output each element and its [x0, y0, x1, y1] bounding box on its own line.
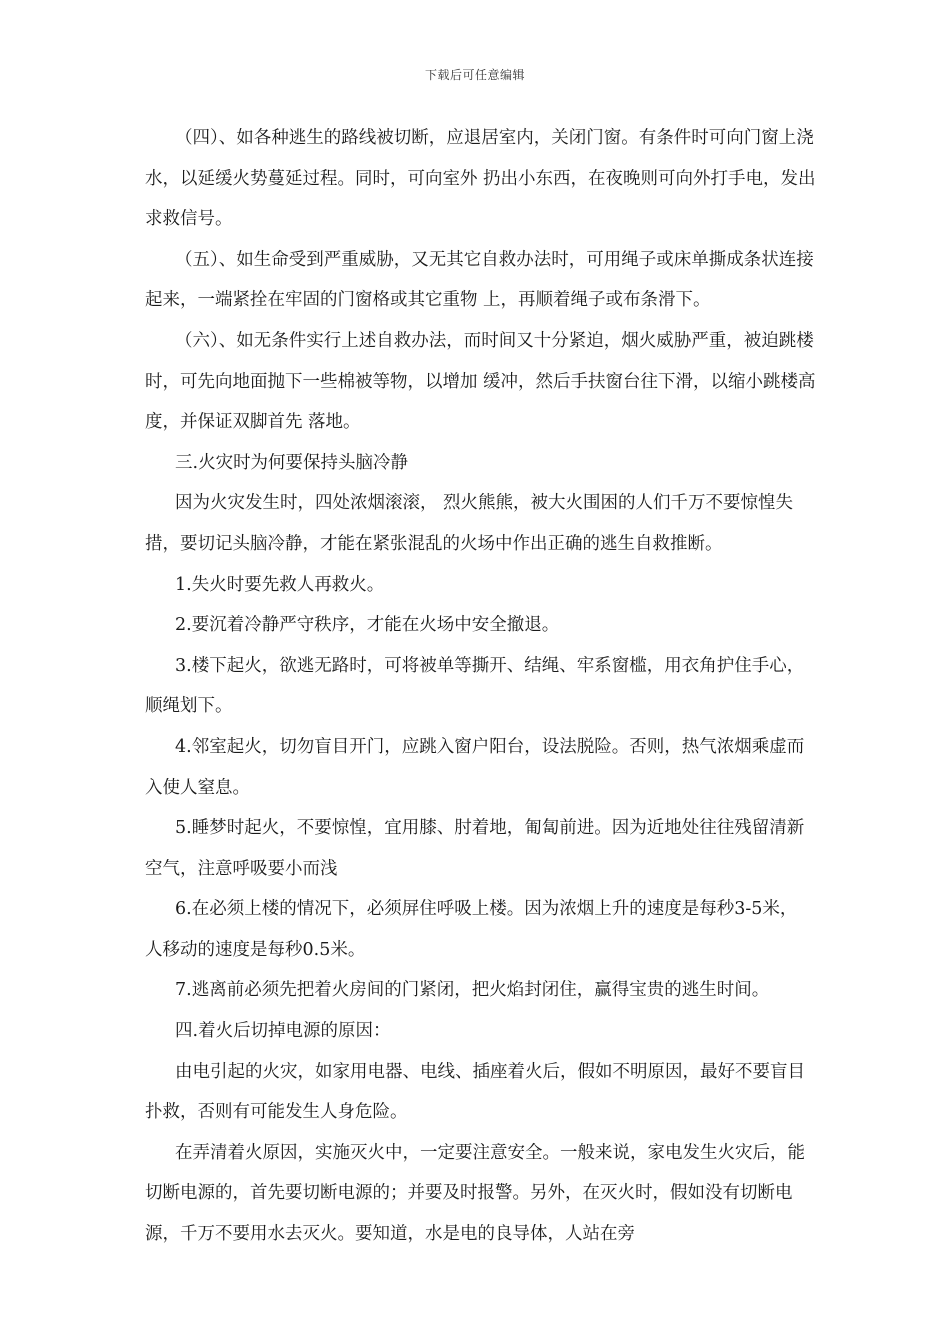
- paragraph-escape-route-cut: （四）、如各种逃生的路线被切断，应退居室内，关闭门窗。有条件时可向门窗上浇水，以延缓火势蔓延过程。同时，可向室外 扔出小东西，在夜晚则可向外打手电，发出求救信号。: [145, 128, 816, 230]
- paragraph-electrical-fire: 由电引起的火灾，如家用电器、电线、插座着火后，假如不明原因，最好不要盲目扑救，否则有可能发生人身危险。: [145, 1061, 805, 1123]
- paragraph-stay-calm: 因为火灾发生时，四处浓烟滚滚， 烈火熊熊，被大火围困的人们千万不要惊惶失措，要切记头脑冷静，才能在紧张混乱的火场中作出正确的逃生自救推断。: [145, 493, 794, 554]
- list-item-4: 4.邻室起火，切勿盲目开门，应跳入窗户阳台，设法脱险。否则，热气浓烟乘虚而入使人窒息。: [145, 736, 805, 798]
- list-item-1: 1.失火时要先救人再救火。: [175, 574, 385, 595]
- list-item-3: 3.楼下起火，欲逃无路时，可将被单等撕开、结绳、牢系窗槛，用衣角护住手心，顺绳划下。: [145, 655, 805, 717]
- list-item-7: 7.逃离前必须先把着火房间的门紧闭，把火焰封闭住，赢得宝贵的逃生时间。: [175, 980, 770, 1001]
- paragraph-safety-note: 在弄清着火原因，实施灭火中，一定要注意安全。一般来说，家电发生火灾后，能切断电源的，首先要切断电源的；并要及时报警。另外，在灭火时，假如没有切断电源，千万不要用水去灭火。要知道，水是电的良导体，人站在旁: [145, 1142, 805, 1245]
- list-item-2: 2.要沉着冷静严守秩序，才能在火场中安全撤退。: [175, 615, 560, 636]
- section-heading-stay-calm: 三.火灾时为何要保持头脑冷静: [175, 452, 409, 473]
- list-item-5: 5.睡梦时起火，不要惊惶，宜用膝、肘着地，匍匐前进。因为近地处往往残留清新空气，注意呼吸要小而浅: [145, 818, 805, 879]
- document-body: [145, 118, 820, 1255]
- paragraph-jump-escape: （六）、如无条件实行上述自救办法，而时间又十分紧迫，烟火威胁严重，被迫跳楼时，可先向地面抛下一些棉被等物，以增加 缓冲，然后手扶窗台往下滑，以缩小跳楼高度，并保证双脚首先 落地。: [145, 330, 816, 433]
- list-item-6: 6.在必须上楼的情况下，必须屏住呼吸上楼。因为浓烟上升的速度是每秒3-5米， 人移动的速度是每秒0.5米。: [145, 899, 798, 960]
- paragraph-rope-escape: （五）、如生命受到严重威胁，又无其它自救办法时，可用绳子或床单撕成条状连接起来，一端紧拴在牢固的门窗格或其它重物 上，再顺着绳子或布条滑下。: [145, 249, 814, 311]
- page-header-note: 下载后可任意编辑: [424, 68, 525, 82]
- section-heading-cut-power: 四.着火后切掉电源的原因：: [175, 1021, 391, 1042]
